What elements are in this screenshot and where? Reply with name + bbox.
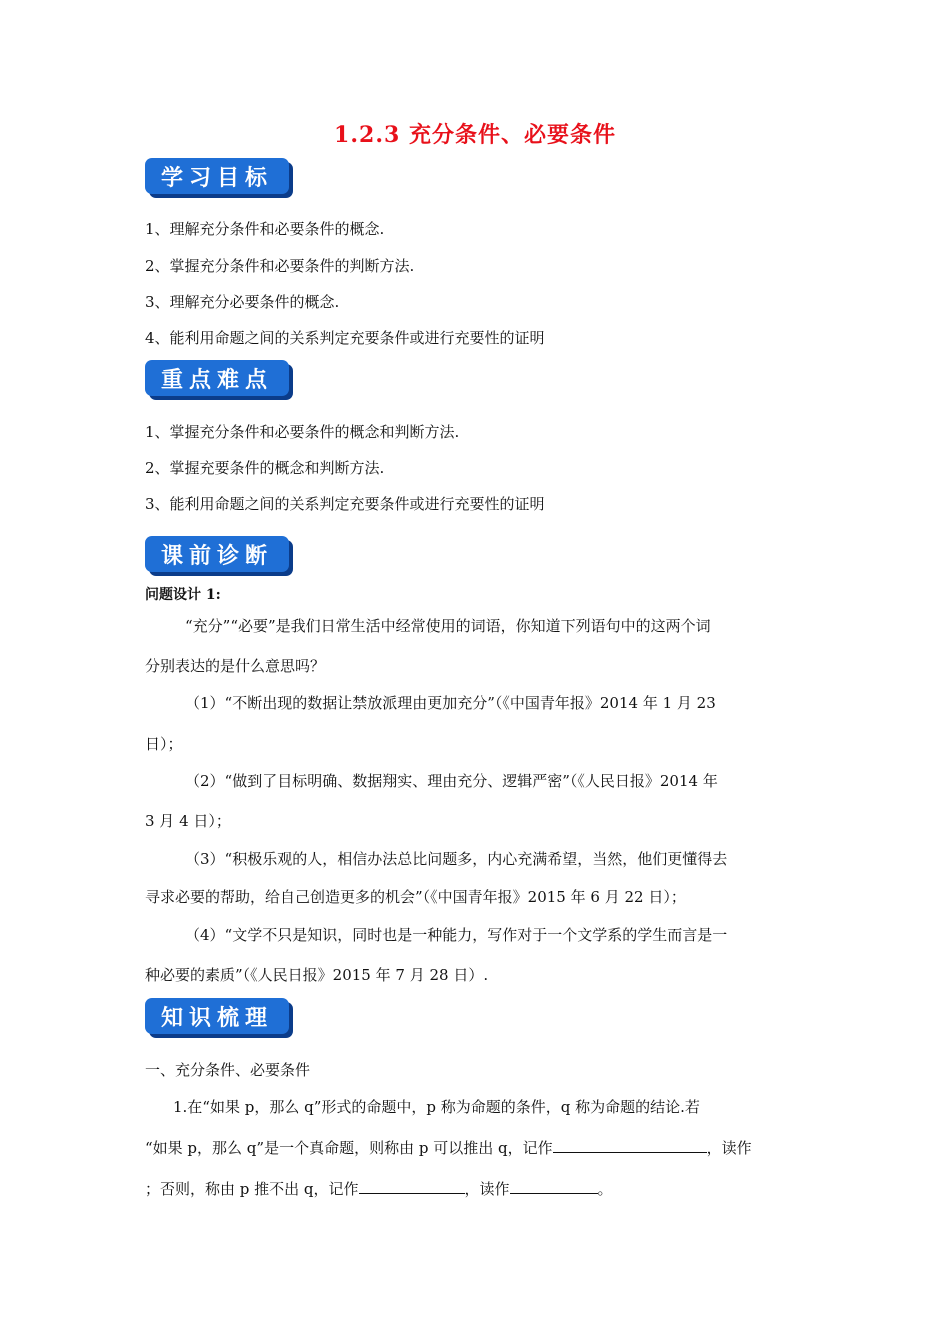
- knowledge-line: [145, 1178, 613, 1199]
- section-badge-goals: 学习目标: [145, 158, 289, 194]
- knowledge-line: 1.在“如果 p，那么 q”形式的命题中，p 称为命题的条件，q 称为命题的结论.若: [173, 1098, 700, 1116]
- paragraph-line: 分别表达的是什么意思吗？: [145, 657, 326, 675]
- knowledge-heading: 一、充分条件、必要条件: [145, 1061, 311, 1079]
- paragraph-line: 日）；: [145, 735, 183, 753]
- key-point-item: 2、掌握充要条件的概念和判断方法.: [145, 459, 385, 477]
- paragraph-line: （2）“做到了目标明确、数据翔实、理由充分、逻辑严密”（《人民日报》2014 年: [185, 772, 718, 790]
- answer-blank[interactable]: [359, 1179, 465, 1194]
- paragraph-line: （3）“积极乐观的人，相信办法总比问题多，内心充满希望，当然，他们更懂得去: [185, 850, 728, 868]
- page-title: 1.2.3 充分条件、必要条件: [334, 122, 616, 148]
- paragraph-line: （1）“不断出现的数据让禁放派理由更加充分”（《中国青年报》2014 年 1 月 23: [185, 694, 716, 712]
- section-badge-key-points: 重点难点: [145, 360, 289, 396]
- paragraph-line: “充分”“必要”是我们日常生活中经常使用的词语，你知道下列语句中的这两个词: [185, 617, 711, 635]
- knowledge-line: [145, 1137, 752, 1158]
- knowledge-text: ；否则，称由 p 推不出 q，记作: [145, 1180, 359, 1198]
- question-title: 问题设计 1:: [145, 587, 221, 603]
- paragraph-line: （4）“文学不只是知识，同时也是一种能力，写作对于一个文学系的学生而言是一: [185, 926, 728, 944]
- paragraph-line: 种必要的素质”（《人民日报》2015 年 7 月 28 日）.: [145, 966, 489, 984]
- answer-blank[interactable]: [553, 1138, 707, 1153]
- paragraph-line: 寻求必要的帮助，给自己创造更多的机会”（《中国青年报》2015 年 6 月 22 日）；: [145, 888, 686, 906]
- key-point-item: 1、掌握充分条件和必要条件的概念和判断方法.: [145, 423, 460, 441]
- knowledge-text: ，读作: [464, 1180, 510, 1198]
- knowledge-text: 。: [597, 1180, 613, 1198]
- paragraph-line: 3 月 4 日）；: [145, 812, 231, 830]
- answer-blank[interactable]: [510, 1179, 598, 1194]
- goal-item: 2、掌握充分条件和必要条件的判断方法.: [145, 257, 415, 275]
- section-badge-knowledge: 知识梳理: [145, 998, 289, 1034]
- goal-item: 3、理解充分必要条件的概念.: [145, 293, 340, 311]
- knowledge-text: “如果 p，那么 q”是一个真命题，则称由 p 可以推出 q，记作: [145, 1139, 553, 1157]
- goal-item: 1、理解充分条件和必要条件的概念.: [145, 220, 385, 238]
- key-point-item: 3、能利用命题之间的关系判定充要条件或进行充要性的证明: [145, 495, 545, 513]
- section-badge-diagnosis: 课前诊断: [145, 536, 289, 572]
- knowledge-text: ，读作: [706, 1139, 752, 1157]
- goal-item: 4、能利用命题之间的关系判定充要条件或进行充要性的证明: [145, 329, 545, 347]
